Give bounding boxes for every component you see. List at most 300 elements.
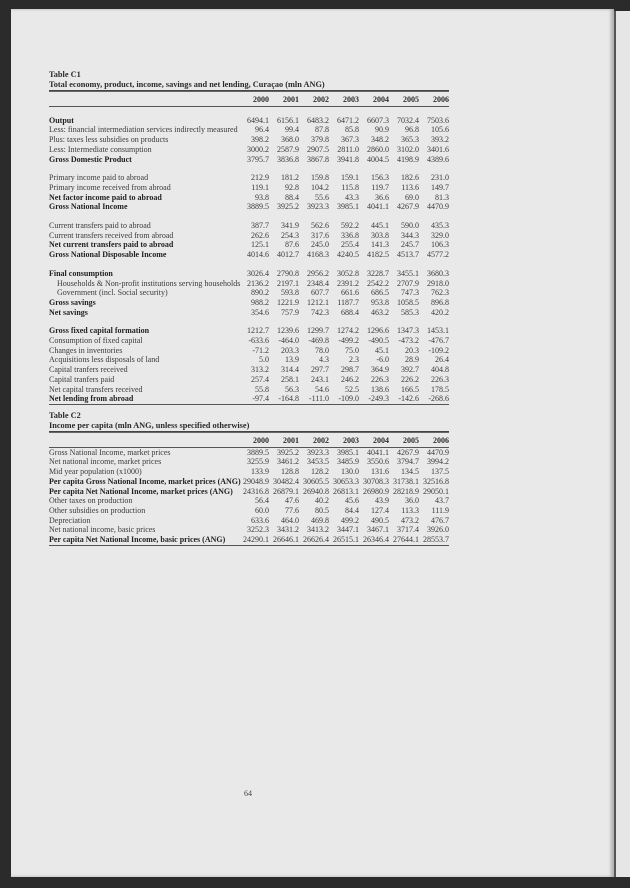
table-row bbox=[49, 125, 449, 135]
value-cell: 354.6 bbox=[251, 307, 269, 317]
header-label-cell bbox=[49, 433, 239, 448]
value-cell: 4012.7 bbox=[277, 250, 299, 260]
value-cell: 131.6 bbox=[371, 467, 389, 477]
value-cell: 1274.2 bbox=[337, 326, 359, 336]
value-cell: 26515.1 bbox=[329, 535, 359, 545]
value-cell: 1187.7 bbox=[337, 297, 359, 307]
header-year: 2005 bbox=[389, 433, 419, 448]
value-cell: 156.3 bbox=[371, 173, 389, 183]
value-cell: 47.6 bbox=[285, 496, 299, 506]
value-cell: -249.3 bbox=[359, 394, 389, 404]
header-year: 2004 bbox=[359, 433, 389, 448]
table-row bbox=[49, 506, 449, 516]
value-cell: 20.3 bbox=[405, 345, 419, 355]
value-cell: 404.8 bbox=[431, 365, 449, 375]
table-c2 bbox=[49, 411, 449, 546]
row-label: Primary income received from abroad bbox=[49, 182, 171, 192]
value-cell: 3485.9 bbox=[337, 457, 359, 467]
value-cell: 562.6 bbox=[311, 221, 329, 231]
value-cell: 3431.2 bbox=[277, 525, 299, 535]
value-cell: 3923.3 bbox=[307, 202, 329, 212]
row-label: Less: financial intermediation services indirectly measured bbox=[49, 125, 238, 135]
value-cell: 96.4 bbox=[255, 125, 269, 135]
value-cell: 4014.6 bbox=[247, 250, 269, 260]
value-cell: 393.2 bbox=[431, 135, 449, 145]
value-cell: 2811.0 bbox=[337, 144, 359, 154]
spacer bbox=[49, 164, 449, 173]
value-cell: 364.9 bbox=[371, 365, 389, 375]
value-cell: 111.9 bbox=[431, 505, 449, 515]
value-cell: 379.8 bbox=[311, 135, 329, 145]
row-label: Primary income paid to abroad bbox=[49, 173, 149, 183]
value-cell: 134.5 bbox=[401, 467, 419, 477]
spacer bbox=[49, 317, 449, 326]
row-label: Less: Intermediate consumption bbox=[49, 144, 152, 154]
value-cell: 3926.0 bbox=[427, 525, 449, 535]
table-row bbox=[49, 346, 449, 356]
value-cell: 26346.4 bbox=[359, 535, 389, 545]
value-cell: 4041.1 bbox=[367, 202, 389, 212]
value-cell: 119.7 bbox=[371, 182, 389, 192]
value-cell: 896.8 bbox=[431, 297, 449, 307]
value-cell: 243.1 bbox=[311, 374, 329, 384]
value-cell: 4041.1 bbox=[367, 447, 389, 457]
value-cell: 13.9 bbox=[285, 355, 299, 365]
value-cell: 87.8 bbox=[315, 125, 329, 135]
value-cell: 54.6 bbox=[315, 384, 329, 394]
value-cell: 490.5 bbox=[371, 515, 389, 525]
value-cell: 499.2 bbox=[341, 515, 359, 525]
row-label: Acquisitions less disposals of land bbox=[49, 355, 160, 365]
value-cell: 26646.1 bbox=[269, 535, 299, 545]
value-cell: 420.2 bbox=[431, 307, 449, 317]
table-row bbox=[49, 375, 449, 385]
value-cell: 60.0 bbox=[255, 505, 269, 515]
table-c2-subtitle: Income per capita (mln ANG, unless specified otherwise) bbox=[49, 421, 449, 432]
value-cell: 43.3 bbox=[345, 192, 359, 202]
header-year: 2001 bbox=[269, 92, 299, 107]
header-year: 2005 bbox=[389, 92, 419, 107]
table-c2-title: Table C2 bbox=[49, 411, 81, 420]
value-cell: 137.5 bbox=[431, 467, 449, 477]
table-row bbox=[49, 336, 449, 346]
value-cell: 105.6 bbox=[431, 125, 449, 135]
table-row bbox=[49, 467, 449, 477]
value-cell: 392.7 bbox=[401, 365, 419, 375]
value-cell: 128.2 bbox=[311, 467, 329, 477]
value-cell: 344.3 bbox=[401, 230, 419, 240]
value-cell: 7503.6 bbox=[427, 115, 449, 125]
value-cell: 6607.3 bbox=[367, 115, 389, 125]
value-cell: 298.7 bbox=[341, 365, 359, 375]
row-label: Changes in inventories bbox=[49, 345, 123, 355]
header-year: 2004 bbox=[359, 92, 389, 107]
value-cell: 113.3 bbox=[401, 505, 419, 515]
table-row bbox=[49, 525, 449, 535]
value-cell: 104.2 bbox=[311, 182, 329, 192]
table-row bbox=[49, 326, 449, 336]
value-cell: 1453.1 bbox=[427, 326, 449, 336]
value-cell: 56.3 bbox=[285, 384, 299, 394]
value-cell: 367.3 bbox=[341, 135, 359, 145]
value-cell: 3000.2 bbox=[247, 144, 269, 154]
value-cell: 30482.4 bbox=[273, 476, 299, 486]
value-cell: 226.2 bbox=[401, 374, 419, 384]
value-cell: 85.8 bbox=[345, 125, 359, 135]
value-cell: 2.3 bbox=[349, 355, 359, 365]
value-cell: -633.6 bbox=[248, 336, 269, 346]
table-row bbox=[49, 308, 449, 318]
value-cell: 3052.8 bbox=[337, 268, 359, 278]
value-cell: 4267.9 bbox=[397, 447, 419, 457]
table-row bbox=[49, 516, 449, 526]
value-cell: 26626.4 bbox=[299, 535, 329, 545]
value-cell: 92.8 bbox=[285, 182, 299, 192]
value-cell: 4240.5 bbox=[337, 250, 359, 260]
value-cell: 757.9 bbox=[281, 307, 299, 317]
value-cell: 463.2 bbox=[371, 307, 389, 317]
table-row bbox=[49, 487, 449, 497]
table-row bbox=[49, 535, 449, 545]
value-cell: 159.8 bbox=[311, 173, 329, 183]
row-label: Per capita Net National Income, market prices (ANG) bbox=[49, 486, 233, 496]
value-cell: 113.6 bbox=[401, 182, 419, 192]
value-cell: 96.8 bbox=[405, 125, 419, 135]
value-cell: 3923.3 bbox=[307, 447, 329, 457]
value-cell: 90.9 bbox=[375, 125, 389, 135]
table-row bbox=[49, 202, 449, 212]
value-cell: 747.3 bbox=[401, 288, 419, 298]
value-cell: -109.2 bbox=[428, 345, 449, 355]
value-cell: 3252.3 bbox=[247, 525, 269, 535]
value-cell: 52.5 bbox=[345, 384, 359, 394]
value-cell: 398.2 bbox=[251, 135, 269, 145]
value-cell: 607.7 bbox=[311, 288, 329, 298]
value-cell: 3889.5 bbox=[247, 202, 269, 212]
value-cell: 593.8 bbox=[281, 288, 299, 298]
value-cell: 45.1 bbox=[375, 345, 389, 355]
value-cell: 4004.5 bbox=[367, 154, 389, 164]
row-label: Other taxes on production bbox=[49, 496, 133, 506]
value-cell: 245.7 bbox=[401, 240, 419, 250]
row-label: Households & Non-profit institutions serving households bbox=[57, 278, 241, 288]
value-cell: 5.0 bbox=[259, 355, 269, 365]
spacer bbox=[49, 212, 449, 221]
value-cell: 26940.8 bbox=[303, 486, 329, 496]
row-label: Per capita Gross National Income, market prices (ANG) bbox=[49, 476, 241, 486]
row-label: Capital tranfers received bbox=[49, 365, 128, 375]
table-row bbox=[49, 240, 449, 250]
row-label: Net lending from abroad bbox=[49, 394, 239, 404]
row-label: Consumption of fixed capital bbox=[49, 336, 143, 346]
value-cell: 1347.3 bbox=[397, 326, 419, 336]
value-cell: 182.6 bbox=[401, 173, 419, 183]
value-cell: 365.3 bbox=[401, 135, 419, 145]
value-cell: 303.8 bbox=[371, 230, 389, 240]
value-cell: 226.3 bbox=[371, 374, 389, 384]
value-cell: 329.0 bbox=[431, 230, 449, 240]
value-cell: 2348.4 bbox=[307, 278, 329, 288]
value-cell: 317.6 bbox=[311, 230, 329, 240]
value-cell: 2136.2 bbox=[247, 278, 269, 288]
value-cell: 1058.5 bbox=[397, 297, 419, 307]
value-cell: 661.6 bbox=[341, 288, 359, 298]
value-cell: -490.5 bbox=[368, 336, 389, 346]
value-cell: 4.3 bbox=[319, 355, 329, 365]
value-cell: 988.2 bbox=[251, 297, 269, 307]
value-cell: 2197.1 bbox=[277, 278, 299, 288]
value-cell: 30653.3 bbox=[333, 476, 359, 486]
table-row bbox=[49, 250, 449, 260]
value-cell: 3985.1 bbox=[337, 447, 359, 457]
value-cell: 2587.9 bbox=[277, 144, 299, 154]
table-c2-header-row bbox=[49, 433, 449, 448]
value-cell: 1239.6 bbox=[277, 326, 299, 336]
value-cell: 3985.1 bbox=[337, 202, 359, 212]
table-c1-grid bbox=[49, 91, 449, 405]
value-cell: 3455.1 bbox=[397, 268, 419, 278]
value-cell: 435.3 bbox=[431, 221, 449, 231]
header-year: 2003 bbox=[329, 433, 359, 448]
value-cell: 3026.4 bbox=[247, 268, 269, 278]
value-cell: 445.1 bbox=[371, 221, 389, 231]
value-cell: 688.4 bbox=[341, 307, 359, 317]
value-cell: 26980.9 bbox=[363, 486, 389, 496]
page-number: 64 bbox=[244, 789, 252, 798]
table-row bbox=[49, 155, 449, 165]
value-cell: -164.8 bbox=[269, 394, 299, 404]
value-cell: 106.3 bbox=[431, 240, 449, 250]
value-cell: 953.8 bbox=[371, 297, 389, 307]
value-cell: 4577.2 bbox=[427, 250, 449, 260]
value-cell: 36.0 bbox=[405, 496, 419, 506]
table-row bbox=[49, 221, 449, 231]
value-cell: 254.3 bbox=[281, 230, 299, 240]
value-cell: -71.2 bbox=[252, 345, 269, 355]
value-cell: 469.8 bbox=[311, 515, 329, 525]
value-cell: 4267.9 bbox=[397, 202, 419, 212]
value-cell: 592.2 bbox=[341, 221, 359, 231]
value-cell: 2707.9 bbox=[397, 278, 419, 288]
row-label: Gross National Income bbox=[49, 202, 128, 212]
value-cell: 55.6 bbox=[315, 192, 329, 202]
header-year: 2000 bbox=[239, 433, 269, 448]
value-cell: 245.0 bbox=[311, 240, 329, 250]
value-cell: 255.4 bbox=[341, 240, 359, 250]
value-cell: 1299.7 bbox=[307, 326, 329, 336]
value-cell: 387.7 bbox=[251, 221, 269, 231]
value-cell: 313.2 bbox=[251, 365, 269, 375]
table-row bbox=[49, 173, 449, 183]
value-cell: 43.7 bbox=[435, 496, 449, 506]
value-cell: 368.0 bbox=[281, 135, 299, 145]
value-cell: 166.5 bbox=[401, 384, 419, 394]
value-cell: 45.6 bbox=[345, 496, 359, 506]
value-cell: 3836.8 bbox=[277, 154, 299, 164]
value-cell: 178.5 bbox=[431, 384, 449, 394]
value-cell: 31738.1 bbox=[393, 476, 419, 486]
row-label: Net savings bbox=[49, 307, 88, 317]
value-cell: 88.4 bbox=[285, 192, 299, 202]
value-cell: 2790.8 bbox=[277, 268, 299, 278]
row-label: Mid year population (x1000) bbox=[49, 467, 142, 477]
table-row bbox=[49, 193, 449, 203]
value-cell: 93.8 bbox=[255, 192, 269, 202]
value-cell: -6.0 bbox=[376, 355, 389, 365]
table-row bbox=[49, 183, 449, 193]
value-cell: 762.3 bbox=[431, 288, 449, 298]
table-row bbox=[49, 365, 449, 375]
value-cell: 258.1 bbox=[281, 374, 299, 384]
value-cell: 3941.8 bbox=[337, 154, 359, 164]
value-cell: 473.2 bbox=[401, 515, 419, 525]
row-label: Capital tranfers paid bbox=[49, 374, 115, 384]
value-cell: 84.4 bbox=[345, 505, 359, 515]
value-cell: 6483.2 bbox=[307, 115, 329, 125]
table-c1 bbox=[49, 70, 449, 405]
value-cell: 4168.3 bbox=[307, 250, 329, 260]
value-cell: 69.0 bbox=[405, 192, 419, 202]
table-row bbox=[49, 116, 449, 126]
value-cell: 99.4 bbox=[285, 125, 299, 135]
value-cell: 3680.3 bbox=[427, 268, 449, 278]
value-cell: 590.0 bbox=[401, 221, 419, 231]
value-cell: 24316.8 bbox=[243, 486, 269, 496]
value-cell: 3795.7 bbox=[247, 154, 269, 164]
value-cell: 26813.1 bbox=[333, 486, 359, 496]
value-cell: 30708.3 bbox=[363, 476, 389, 486]
value-cell: 3994.2 bbox=[427, 457, 449, 467]
value-cell: 3413.2 bbox=[307, 525, 329, 535]
value-cell: 4470.9 bbox=[427, 202, 449, 212]
value-cell: 4513.7 bbox=[397, 250, 419, 260]
value-cell: 4182.5 bbox=[367, 250, 389, 260]
value-cell: 3717.4 bbox=[397, 525, 419, 535]
value-cell: 141.3 bbox=[371, 240, 389, 250]
value-cell: -97.4 bbox=[239, 394, 269, 404]
header-label-cell bbox=[49, 92, 239, 107]
value-cell: 1221.9 bbox=[277, 297, 299, 307]
row-label: Current transfers received from abroad bbox=[49, 230, 174, 240]
value-cell: 246.2 bbox=[341, 374, 359, 384]
value-cell: 262.6 bbox=[251, 230, 269, 240]
value-cell: 742.3 bbox=[311, 307, 329, 317]
table-row bbox=[49, 355, 449, 365]
table-row bbox=[49, 394, 449, 404]
value-cell: 29048.9 bbox=[243, 476, 269, 486]
value-cell: 231.0 bbox=[431, 173, 449, 183]
row-label: Gross National Disposable Income bbox=[49, 250, 167, 260]
value-cell: 181.2 bbox=[281, 173, 299, 183]
value-cell: -111.0 bbox=[299, 394, 329, 404]
value-cell: 115.8 bbox=[341, 182, 359, 192]
value-cell: 336.8 bbox=[341, 230, 359, 240]
row-label: Net current transfers paid to abroad bbox=[49, 240, 174, 250]
table-c2-body bbox=[49, 447, 449, 545]
row-label: Plus: taxes less subsidies on products bbox=[49, 135, 169, 145]
row-label: Per capita Net National Income, basic prices (ANG) bbox=[49, 535, 239, 545]
value-cell: 1212.7 bbox=[247, 326, 269, 336]
table-row bbox=[49, 385, 449, 395]
table-c2-grid bbox=[49, 432, 449, 546]
value-cell: 3255.9 bbox=[247, 457, 269, 467]
value-cell: 2860.0 bbox=[367, 144, 389, 154]
value-cell: 32516.8 bbox=[423, 476, 449, 486]
table-row bbox=[49, 288, 449, 298]
value-cell: 464.0 bbox=[281, 515, 299, 525]
value-cell: 3925.2 bbox=[277, 202, 299, 212]
value-cell: 4389.6 bbox=[427, 154, 449, 164]
value-cell: 80.5 bbox=[315, 505, 329, 515]
value-cell: 297.7 bbox=[311, 365, 329, 375]
value-cell: -473.2 bbox=[398, 336, 419, 346]
value-cell: 26879.1 bbox=[273, 486, 299, 496]
value-cell: 476.7 bbox=[431, 515, 449, 525]
value-cell: 40.2 bbox=[315, 496, 329, 506]
value-cell: 314.4 bbox=[281, 365, 299, 375]
header-year: 2003 bbox=[329, 92, 359, 107]
value-cell: 28218.9 bbox=[393, 486, 419, 496]
value-cell: 3102.0 bbox=[397, 144, 419, 154]
value-cell: 3453.5 bbox=[307, 457, 329, 467]
header-year: 2006 bbox=[419, 92, 449, 107]
value-cell: 686.5 bbox=[371, 288, 389, 298]
value-cell: 3794.7 bbox=[397, 457, 419, 467]
value-cell: 56.4 bbox=[255, 496, 269, 506]
value-cell: -499.2 bbox=[338, 336, 359, 346]
value-cell: -469.8 bbox=[308, 336, 329, 346]
value-cell: 3889.5 bbox=[247, 447, 269, 457]
value-cell: 127.4 bbox=[371, 505, 389, 515]
table-row bbox=[49, 298, 449, 308]
value-cell: 4470.9 bbox=[427, 447, 449, 457]
value-cell: 341.9 bbox=[281, 221, 299, 231]
header-year: 2006 bbox=[419, 433, 449, 448]
row-label: Gross National Income, market prices bbox=[49, 447, 171, 457]
header-year: 2001 bbox=[269, 433, 299, 448]
value-cell: 348.2 bbox=[371, 135, 389, 145]
value-cell: 7032.4 bbox=[397, 115, 419, 125]
header-year: 2002 bbox=[299, 433, 329, 448]
value-cell: 43.9 bbox=[375, 496, 389, 506]
value-cell: 3550.6 bbox=[367, 457, 389, 467]
table-row bbox=[49, 135, 449, 145]
value-cell: 1212.1 bbox=[307, 297, 329, 307]
value-cell: 2907.5 bbox=[307, 144, 329, 154]
value-cell: 128.8 bbox=[281, 467, 299, 477]
value-cell: 130.0 bbox=[341, 467, 359, 477]
value-cell: 1296.6 bbox=[367, 326, 389, 336]
value-cell: 3867.8 bbox=[307, 154, 329, 164]
row-label: Gross fixed capital formation bbox=[49, 326, 150, 336]
row-label: Net national income, market prices bbox=[49, 457, 162, 467]
row-label: Depreciation bbox=[49, 515, 91, 525]
table-row bbox=[49, 269, 449, 279]
header-year: 2000 bbox=[239, 92, 269, 107]
table-c1-header-row bbox=[49, 92, 449, 107]
value-cell: 2391.2 bbox=[337, 278, 359, 288]
value-cell: 29050.1 bbox=[423, 486, 449, 496]
spacer bbox=[49, 106, 449, 116]
row-label: Other subsidies on production bbox=[49, 505, 146, 515]
spacer-row bbox=[49, 260, 449, 269]
value-cell: 633.6 bbox=[251, 515, 269, 525]
table-row bbox=[49, 496, 449, 506]
value-cell: 2918.0 bbox=[427, 278, 449, 288]
value-cell: 585.3 bbox=[401, 307, 419, 317]
value-cell: 36.6 bbox=[375, 192, 389, 202]
row-label: Net capital transfers received bbox=[49, 384, 143, 394]
